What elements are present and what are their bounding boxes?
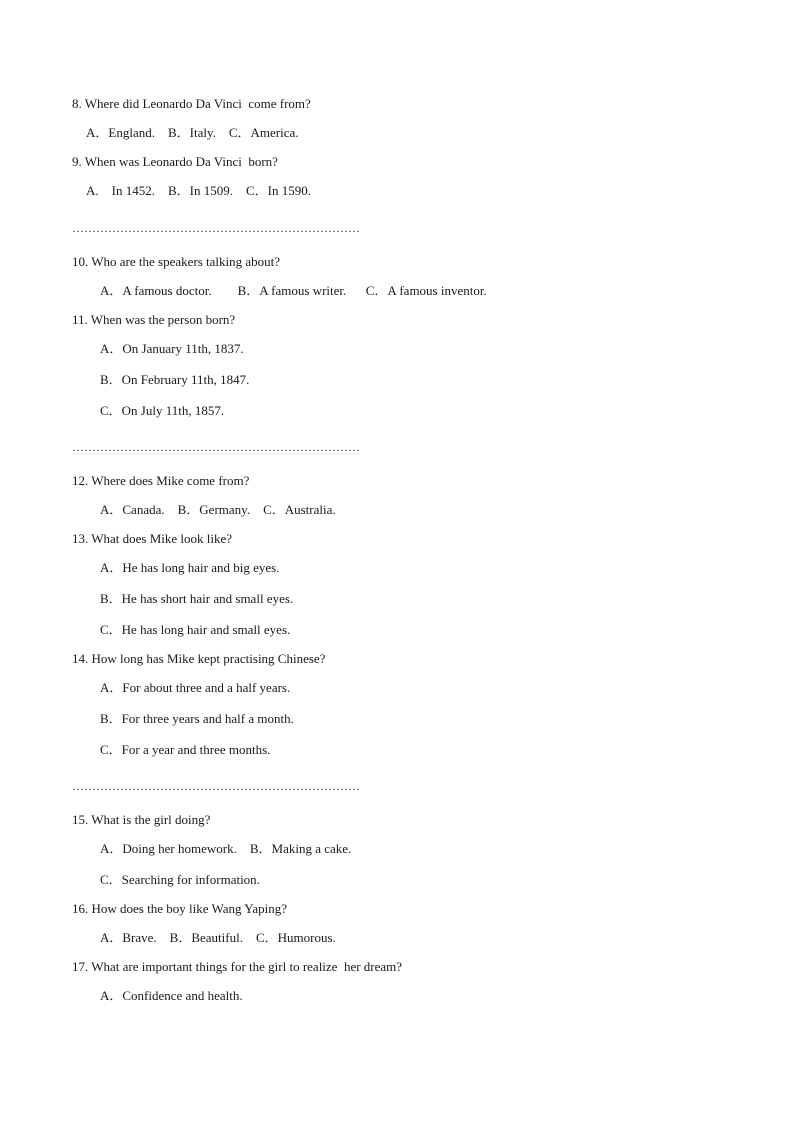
question-15: 15. What is the girl doing? xyxy=(72,812,211,827)
question-8-options: A．England. B．Italy. C．America. xyxy=(86,125,299,140)
separator-line: ……………………………………………………………… xyxy=(72,221,360,235)
question-10-options: A．A famous doctor. B．A famous writer. C．A famous inventor. xyxy=(100,283,487,298)
separator-line: ……………………………………………………………… xyxy=(72,440,360,454)
question-17: 17. What are important things for the girl to realize her dream? xyxy=(72,959,403,974)
separator-line: ……………………………………………………………… xyxy=(72,779,360,793)
question-13-option-c: C．He has long hair and small eyes. xyxy=(100,622,291,637)
question-9: 9. When was Leonardo Da Vinci born? xyxy=(72,154,278,169)
question-9-options: A. In 1452. B．In 1509. C．In 1590. xyxy=(86,183,311,198)
question-16-options: A．Brave. B．Beautiful. C．Humorous. xyxy=(100,930,336,945)
question-11: 11. When was the person born? xyxy=(72,312,236,327)
question-15-options-ab: A．Doing her homework. B．Making a cake. xyxy=(100,841,352,856)
question-17-option-a: A．Confidence and health. xyxy=(100,988,243,1003)
question-11-option-b: B．On February 11th, 1847. xyxy=(100,372,250,387)
question-12-options: A．Canada. B．Germany. C．Australia. xyxy=(100,502,336,517)
question-13-option-b: B．He has short hair and small eyes. xyxy=(100,591,294,606)
question-11-option-c: C．On July 11th, 1857. xyxy=(100,403,225,418)
question-14-option-c: C．For a year and three months. xyxy=(100,742,271,757)
question-15-option-c: C．Searching for information. xyxy=(100,872,260,887)
question-14-option-a: A．For about three and a half years. xyxy=(100,680,291,695)
question-16: 16. How does the boy like Wang Yaping? xyxy=(72,901,288,916)
question-10: 10. Who are the speakers talking about? xyxy=(72,254,281,269)
question-14-option-b: B．For three years and half a month. xyxy=(100,711,294,726)
question-13: 13. What does Mike look like? xyxy=(72,531,233,546)
question-8: 8. Where did Leonardo Da Vinci come from? xyxy=(72,96,311,111)
question-13-option-a: A．He has long hair and big eyes. xyxy=(100,560,280,575)
question-11-option-a: A．On January 11th, 1837. xyxy=(100,341,244,356)
question-14: 14. How long has Mike kept practising Chinese? xyxy=(72,651,326,666)
question-12: 12. Where does Mike come from? xyxy=(72,473,250,488)
